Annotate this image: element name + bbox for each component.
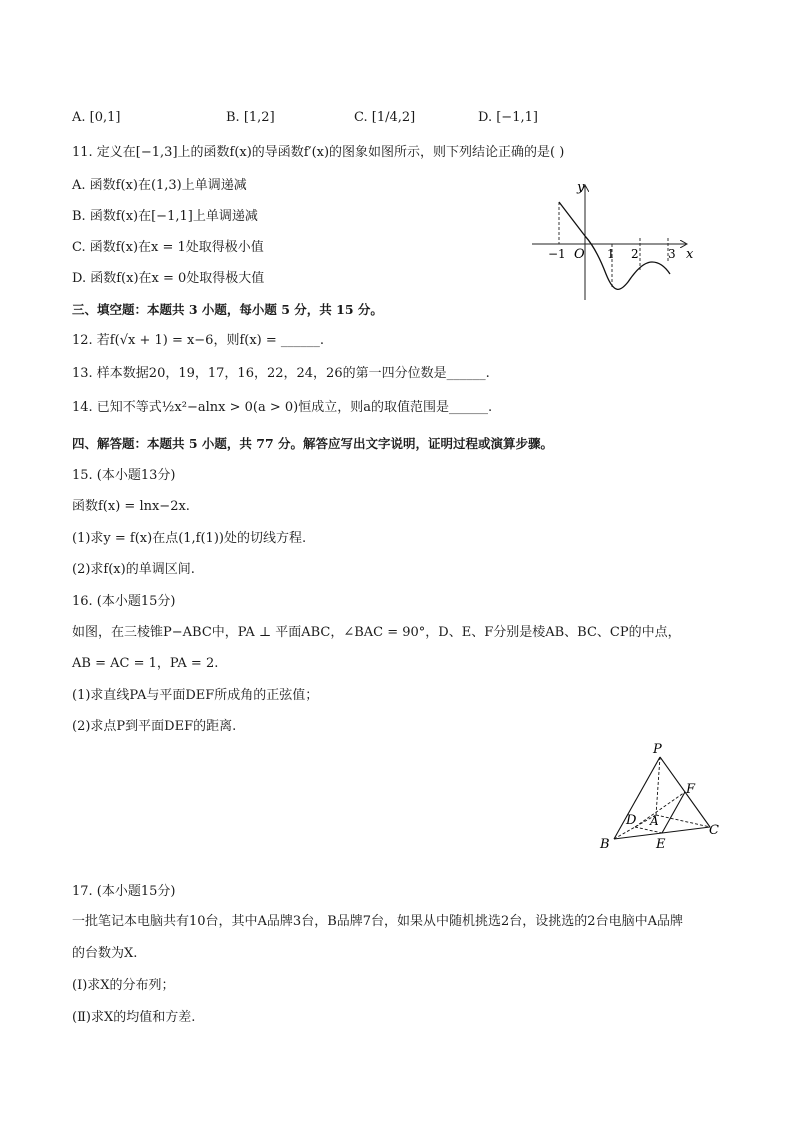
q11-option-d: D. 函数f(x)在x = 0处取得极大值 (72, 271, 265, 286)
label-d: D (626, 813, 637, 828)
tick-2: 2 (631, 247, 639, 261)
section4-header: 四、解答题：本题共 5 小题，共 77 分。解答应写出文字说明，证明过程或演算步骤。 (72, 436, 554, 451)
q17-line: (Ⅱ)求X的均值和方差. (72, 1010, 196, 1025)
q14: 14. 已知不等式½x²−alnx > 0(a > 0)恒成立，则a的取值范围是______. (72, 400, 493, 415)
q11-option-a: A. 函数f(x)在(1,3)上单调递减 (72, 178, 247, 193)
q10-option-c: C. [1/4,2] (354, 110, 416, 125)
q15-line: (1)求y = f(x)在点(1,f(1))处的切线方程. (72, 531, 307, 546)
edge-ac (656, 815, 710, 827)
q10-option-a: A. [0,1] (72, 110, 121, 125)
q17-line: 一批笔记本电脑共有10台，其中A品牌3台，B品牌7台，如果从中随机挑选2台，设挑选的2台电脑中A品牌 (72, 914, 683, 929)
label-c: C (709, 823, 719, 838)
q17-line: (Ⅰ)求X的分布列； (72, 978, 175, 993)
q13: 13. 样本数据20，19，17，16，22，24，26的第一四分位数是______. (72, 366, 490, 381)
section3-header: 三、填空题：本题共 3 小题，每小题 5 分，共 15 分。 (72, 302, 383, 317)
q11-option-c: C. 函数f(x)在x = 1处取得极小值 (72, 240, 264, 255)
q16-title: 16. (本小题15分) (72, 594, 176, 609)
q16-line: (2)求点P到平面DEF的距离. (72, 719, 237, 734)
origin-label: O (574, 247, 585, 262)
q16-line: AB = AC = 1，PA = 2. (72, 656, 219, 671)
y-label: y (577, 180, 585, 195)
tick-neg1: −1 (548, 247, 566, 261)
derivative-graph (528, 178, 700, 304)
derivative-curve (559, 202, 670, 289)
label-e: E (656, 837, 666, 852)
q10-option-b: B. [1,2] (226, 110, 275, 125)
label-a: A (650, 814, 659, 828)
label-f: F (686, 782, 696, 797)
q10-option-d: D. [−1,1] (478, 110, 538, 125)
segment-df (635, 792, 685, 827)
q15-title: 15. (本小题13分) (72, 468, 176, 483)
q11-stem: 11. 定义在[−1,3]上的函数f(x)的导函数f′(x)的图象如图所示，则下列结论正确的是( ) (72, 145, 565, 160)
q17-title: 17. (本小题15分) (72, 884, 176, 899)
q16-line: 如图，在三棱锥P−ABC中，PA ⊥ 平面ABC，∠BAC = 90°，D、E、F分别是棱AB、BC、CP的中点， (72, 625, 681, 640)
q11-option-b: B. 函数f(x)在[−1,1]上单调递减 (72, 209, 258, 224)
pyramid-figure (592, 736, 724, 854)
q17-line: 的台数为X. (72, 946, 138, 961)
label-p: P (653, 742, 662, 757)
q15-line: (2)求f(x)的单调区间. (72, 562, 195, 577)
q16-line: (1)求直线PA与平面DEF所成角的正弦值； (72, 688, 319, 703)
tick-3: 3 (668, 247, 676, 261)
q15-line: 函数f(x) = lnx−2x. (72, 499, 190, 514)
tick-1: 1 (607, 247, 615, 261)
edge-pa (656, 757, 660, 815)
segment-ef (662, 792, 685, 833)
label-b: B (600, 837, 610, 852)
x-label: x (686, 247, 694, 262)
q12: 12. 若f(√x + 1) = x−6，则f(x) = ______. (72, 333, 325, 348)
